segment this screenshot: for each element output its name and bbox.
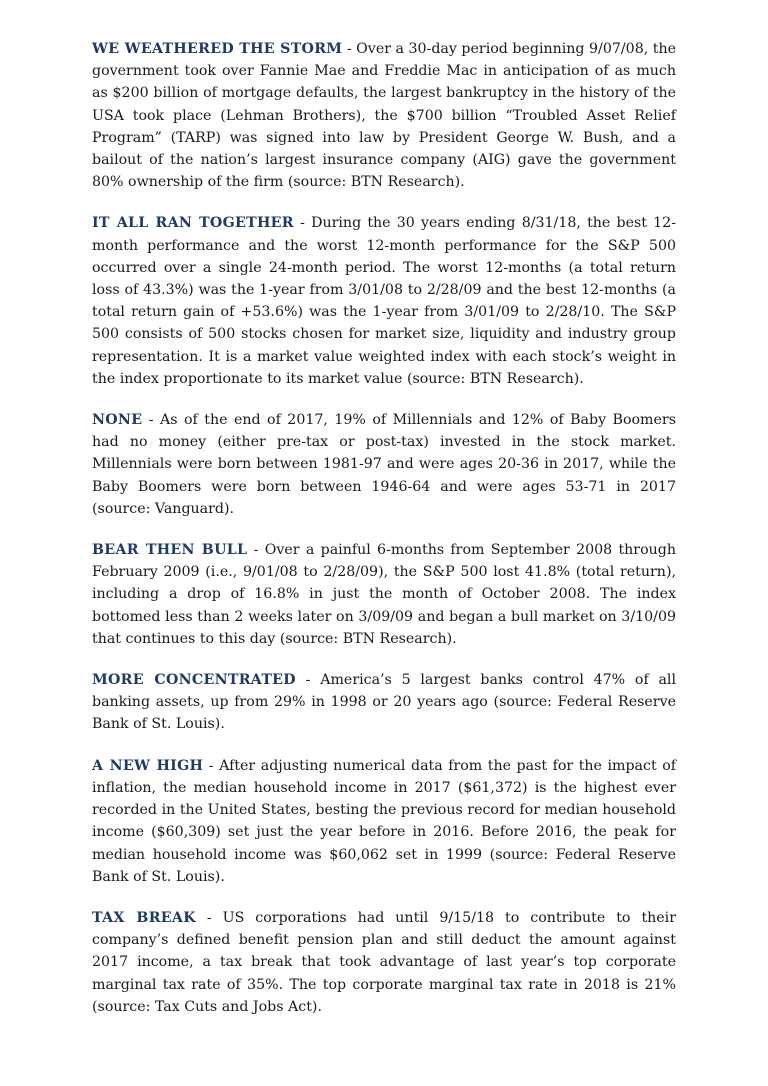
item-weathered-the-storm: [92, 38, 676, 193]
item-body: US corporations had until 9/15/18 to contribute to their company’s defined benefit pension plan and still deduct the amount against 2017 income, a tax break that took advantage of last year’s top corporate marginal tax rate of 35%. The top corporate marginal tax rate in 2018 is 21% (source: Tax Cuts and Jobs Act).: [92, 909, 676, 1015]
item-body: During the 30 years ending 8/31/18, the best 12-month performance and the worst 12-month performance for the S&P 500 occurred over a single 24-month period. The worst 12-months (a total return loss of 43.3%) was the 1-year from 3/01/08 to 2/28/09 and the best 12-months (a total return gain of +53.6%) was the 1-year from 3/01/09 to 2/28/10. The S&P 500 consists of 500 stocks chosen for market size, liquidity and industry group representation. It is a market value weighted index with each stock’s weight in the index proportionate to its market value (source: BTN Research).: [92, 215, 677, 387]
item-separator: -: [295, 672, 321, 689]
item-heading: IT ALL RAN TOGETHER: [92, 215, 294, 232]
item-separator: -: [293, 215, 312, 232]
item-heading: MORE CONCENTRATED: [92, 672, 296, 689]
item-separator: -: [142, 412, 161, 429]
item-heading: BEAR THEN BULL: [92, 542, 248, 559]
item-body: Over a 30-day period beginning 9/07/08, the government took over Fannie Mae and Freddie Mac in anticipation of as much as $200 billion of mortgage defaults, the largest bankruptcy in the history of the USA took place (Lehman Brothers), the $700 billion “Troubled Asset Relief Program” (TARP) was signed into law by President George W. Bush, and a bailout of the nation’s largest insurance company (AIG) gave the government 80% ownership of the firm (source: BTN Research).: [92, 41, 676, 191]
item-body: Over a painful 6-months from September 2008 through February 2009 (i.e., 9/01/08 to 2/28/09), the S&P 500 lost 41.8% (total return), including a drop of 16.8% in just the month of October 2008. The index bottomed less than 2 weeks later on 3/09/09 and began a bull market on 3/10/09 that continues to this day (source: BTN Research).: [92, 542, 676, 647]
item-bear-then-bull: [92, 539, 676, 650]
item-none: [92, 409, 676, 520]
item-tax-break: [92, 907, 676, 1018]
item-heading: A NEW HIGH: [92, 757, 204, 774]
item-more-concentrated: [92, 669, 676, 736]
item-heading: WE WEATHERED THE STORM: [92, 41, 343, 57]
item-separator: -: [195, 909, 223, 926]
item-heading: NONE: [92, 412, 143, 429]
item-heading: TAX BREAK: [92, 909, 196, 926]
item-body: As of the end of 2017, 19% of Millennials and 12% of Baby Boomers had no money (either pre-tax or post-tax) invested in the stock market. Millennials were born between 1981-97 and were ages 20-36 in 2017, while the Baby Boomers were born between 1946-64 and were ages 53-71 in 2017 (source: Vanguard).: [92, 412, 676, 517]
item-body: After adjusting numerical data from the past for the impact of inflation, the median household income in 2017 ($61,372) is the highest ever recorded in the United States, besting the previous record for median household income ($60,309) set just the year before in 2016. Before 2016, the peak for median household income was $60,062 set in 1999 (source: Federal Reserve Bank of St. Louis).: [92, 757, 676, 885]
document-page: [92, 38, 676, 1037]
item-separator: -: [247, 542, 265, 559]
item-separator: -: [342, 41, 357, 57]
item-separator: -: [203, 757, 220, 774]
item-body: America’s 5 largest banks control 47% of all banking assets, up from 29% in 1998 or 20 years ago (source: Federal Reserve Bank of St. Louis).: [92, 672, 676, 733]
item-all-ran-together: [92, 212, 676, 390]
item-a-new-high: [92, 755, 676, 888]
